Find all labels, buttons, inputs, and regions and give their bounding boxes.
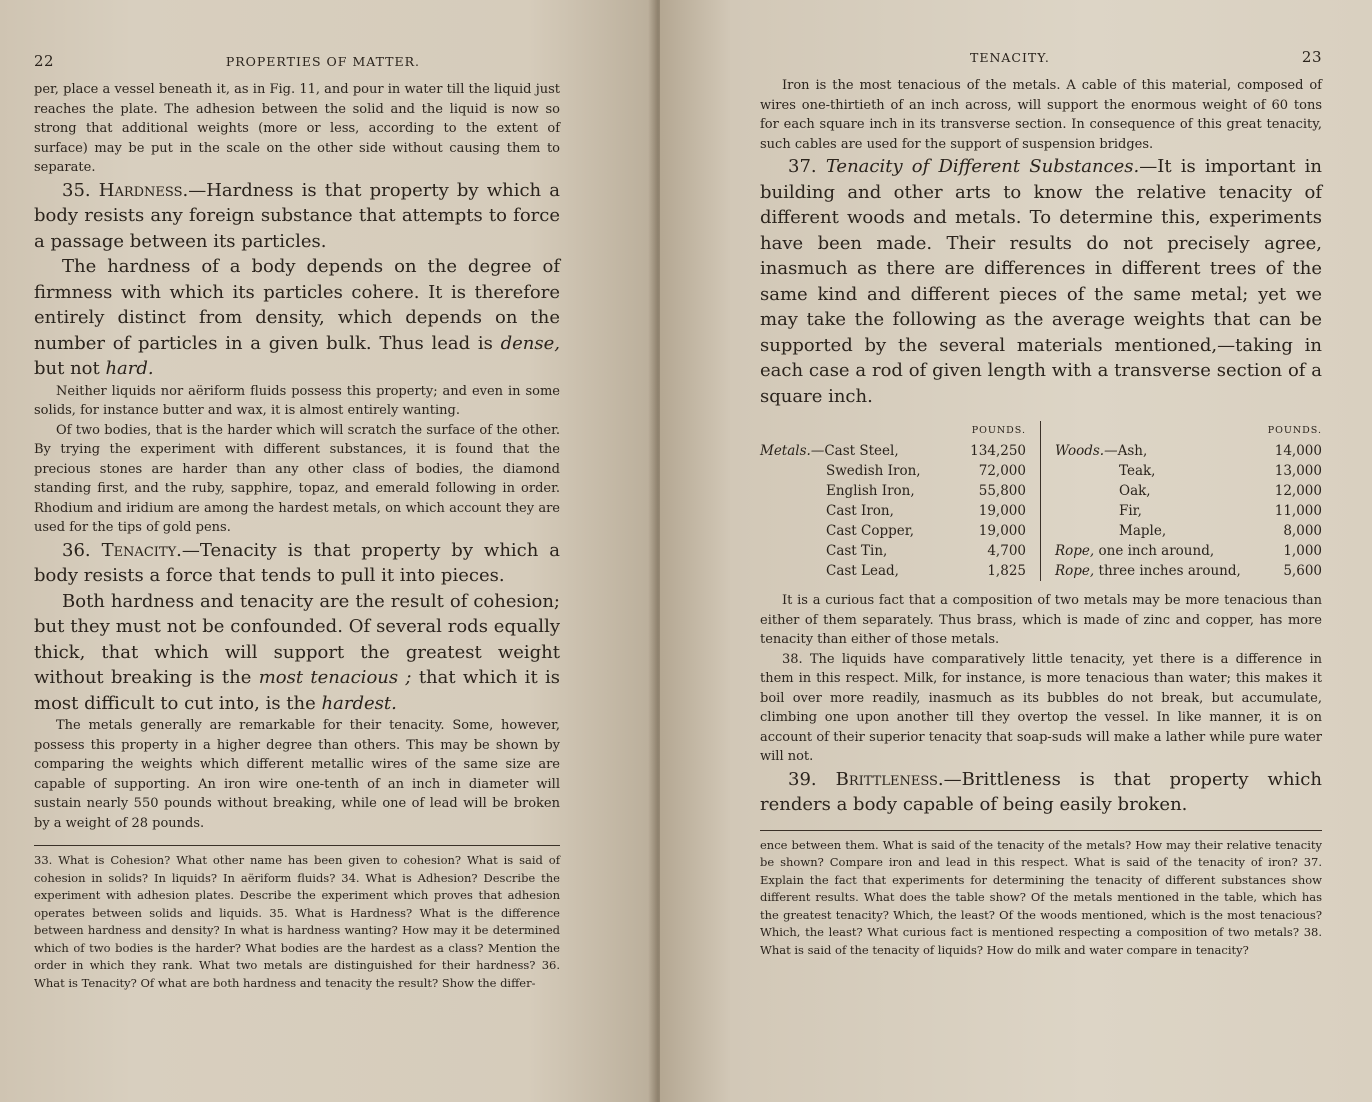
metal-row [760,461,1026,481]
metals-tenacity-paragraph: The metals generally are remarkable for their tenacity. Some, however, possess this property in a higher degree than others. This may be shown by comparing the weights which different metallic wires of the same size are capable of supporting. An iron wire one-tenth of an inch in diameter will sustain nearly 550 pounds without breaking, while one of lead will be broken by a weight of 28 pounds. [34,718,560,831]
hardest-emphasis: hardest. [321,692,397,714]
section-36-number: 36. [62,539,91,561]
adhesion-experiment-paragraph: per, place a vessel beneath it, as in Fig. 11, and pour in water till the liquid just reaches the plate. The adhesion between the solid and the liquid is now so strong that additional weights (more or less, according to the extent of surface) may be put in the scale on the other side without causing them to separate. [34,82,560,175]
metals-rows [760,441,1026,581]
section-39-number: 39. [788,768,817,790]
wood-name-text: Ash, [1117,443,1148,459]
woods-unit-header: POUNDS. [1267,425,1322,436]
liquids-hardness-paragraph: Neither liquids nor aëriform fluids possess this property; and even in some solids, for instance butter and wax, it is almost entirely wanting. [34,383,560,418]
wood-row [1055,521,1322,541]
metals-group-label: Metals.— [760,443,825,459]
metal-value: 19,000 [978,523,1026,539]
tenacious-emphasis: most tenacious ; [258,667,412,688]
metal-name [760,501,956,521]
woods-header-spacer [1055,421,1252,441]
wood-name-text: Oak, [1119,483,1151,499]
right-review-questions: ence between them. What is said of the tenacity of the metals? How may their relative tenacity be shown? Compare iron and lead in this respect. What is said of the tenacity of iron? 37. Explain the fact that experiments for determining the tenacity of different substances show different results. What does the table show? Of the metals mentioned in the table, which has the greatest tenacity? Which, the least? Of the woods mentioned, which is the most tenacious? Which, the least? What curious fact is mentioned respecting a composition of two metals? 38. What is said of the tenacity of liquids? How do milk and water compare in tenacity? [760,837,1322,957]
wood-name-text: Teak, [1119,463,1156,479]
section-37-text: —It is important in building and other arts to know the relative tenacity of different woods and metals. To determine this, experiments have been made. Their results do not precisely agree, inasmuch as there are differences in different trees of the same kind and different pieces of the same metal; yet we may take the following as the average weights that can be supported by the several materials mentioned,—taking in each case a rod of given length with a transverse section of a square inch. [760,156,1322,407]
metal-name-text: Cast Copper, [826,523,915,539]
metal-name [760,521,956,541]
hardness-tenacity-paragraph [34,589,560,717]
section-36-heading: Tenacity. [101,539,182,561]
metal-name-text: English Iron, [826,483,915,499]
rope-name-text: one inch around, [1098,543,1215,559]
alloy-tenacity-paragraph: It is a curious fact that a composition of two metals may be more tenacious than either of them separately. Thus brass, which is made of zinc and copper, has more tenacity than either of those metals. [760,593,1322,647]
section-39-definition: —Brittleness is that property which renders a body capable of being easily broken. [760,768,1322,815]
metal-name-text: Cast Tin, [826,543,888,559]
hardness-text-b: but not [34,358,100,379]
wood-name-text: Fir, [1119,503,1142,519]
metal-value: 72,000 [978,463,1026,479]
section-37-number: 37. [788,156,817,177]
metal-value: 134,250 [970,443,1026,459]
hardness-text-a: The hardness of a body depends on the degree of firmness with which its particles cohere. It is therefore entirely distinct from density, which depends on the number of particles in a given bulk. Thus lead is [34,256,560,354]
rope-value: 5,600 [1283,563,1322,579]
both-text-a: Both hardness and tenacity are the result of cohesion; but they must not be confounded. Of several rods equally thick, that which will support the greatest weight without breaking is the [34,590,560,688]
metal-row [760,501,1026,521]
wood-row [1055,441,1322,461]
rope-name [1055,561,1252,581]
section-39-brittleness [760,767,1322,818]
wood-value: 11,000 [1274,503,1322,519]
rope-row [1055,561,1322,581]
woods-group-label: Woods.— [1055,443,1118,459]
wood-name [1055,521,1252,541]
left-page-number: 22 [34,52,55,70]
metal-value: 1,825 [987,563,1026,579]
metal-value: 4,700 [987,543,1026,559]
metal-row [760,441,1026,461]
section-35-definition: —Hardness is that property by which a body resists any foreign substance that attempts to force a passage between its particles. [34,179,560,252]
right-questions-divider [760,830,1322,831]
metal-name-text: Swedish Iron, [826,463,921,479]
metal-name [760,461,956,481]
rope-name-text: three inches around, [1098,563,1241,579]
wood-name [1055,501,1252,521]
woods-header-row [1055,421,1322,441]
section-35-number: 35. [62,179,91,201]
woods-column [1041,421,1322,581]
left-running-head [34,52,560,70]
metals-header-spacer [760,421,956,441]
both-text-b: that which it is most difficult to cut into, is the [34,667,560,714]
iron-tenacity-paragraph: Iron is the most tenacious of the metals. A cable of this material, composed of wires one-thirtieth of an inch across, will support the enormous weight of 60 tons for each square inch in its transverse section. In consequence of this great tenacity, such cables are used for the support of suspension bridges. [760,78,1322,152]
section-38-liquids-paragraph: 38. The liquids have comparatively little tenacity, yet there is a difference in them in this respect. Milk, for instance, is more tenacious than water; this makes it boil over more readily, inasmuch as its bubbles do not break, but accumulate, climbing one upon another till they overtop the vessel. In like manner, it is on account of their superior tenacity that soap-suds will make a lather while pure water will not. [760,651,1322,764]
wood-value: 12,000 [1274,483,1322,499]
scratch-test-paragraph: Of two bodies, that is the harder which will scratch the surface of the other. By trying the experiment with different substances, it is found that the precious stones are harder than any other class of bodies, the diamond standing first, and the ruby, sapphire, topaz, and emerald following in order. Rhodium and iridium are among the hardest metals, on which account they are used for the tips of gold pens. [34,422,560,535]
wood-value: 13,000 [1274,463,1322,479]
tenacity-table [760,421,1322,581]
wood-name [1055,461,1252,481]
metal-row [760,541,1026,561]
section-36-tenacity [34,538,560,589]
wood-row [1055,461,1322,481]
metal-value: 55,800 [978,483,1026,499]
section-37-heading: Tenacity of Different Substances. [825,156,1140,177]
metal-name [760,561,956,581]
metals-header-row [760,421,1026,441]
left-running-title: PROPERTIES OF MATTER. [225,54,420,69]
wood-row [1055,481,1322,501]
metal-name-text: Cast Lead, [826,563,899,579]
metal-name [760,541,956,561]
metal-row [760,481,1026,501]
section-36-definition: —Tenacity is that property by which a body resists a force that tends to pull it into pieces. [34,539,560,586]
left-page [0,0,660,1102]
metals-column [760,421,1041,581]
dense-emphasis: dense, [500,332,560,354]
rope-row [1055,541,1322,561]
section-37-tenacity-substances [760,154,1322,409]
section-39-heading: Brittleness. [835,768,944,790]
hard-emphasis: hard. [105,358,154,379]
wood-value: 14,000 [1274,443,1322,459]
metal-name-text: Cast Steel, [824,443,899,459]
metal-name-text: Cast Iron, [826,503,894,519]
metal-name [760,441,956,461]
right-running-title: TENACITY. [970,50,1050,65]
rope-value: 1,000 [1283,543,1322,559]
metal-row [760,521,1026,541]
rope-label: Rope, [1055,543,1095,559]
wood-name-text: Maple, [1119,523,1167,539]
right-page-number: 23 [1301,48,1322,66]
hardness-depends-paragraph [34,254,560,382]
rope-name [1055,541,1252,561]
metals-unit-header: POUNDS. [971,425,1026,436]
metal-row [760,561,1026,581]
wood-name [1055,441,1252,461]
rope-label: Rope, [1055,563,1095,579]
woods-rows [1055,441,1322,581]
questions-divider [34,845,560,846]
metal-value: 19,000 [978,503,1026,519]
wood-row [1055,501,1322,521]
wood-name [1055,481,1252,501]
section-35-heading: Hardness. [98,179,189,201]
metal-name [760,481,956,501]
right-running-head [760,48,1322,66]
wood-value: 8,000 [1283,523,1322,539]
right-page [660,0,1372,1102]
left-review-questions: 33. What is Cohesion? What other name has been given to cohesion? What is said of cohesion in solids? In liquids? In aëriform fluids? 34. What is Adhesion? Describe the experiment with adhesion plates. Describe the experiment which proves that adhesion operates between solids and liquids. 35. What is Hardness? What is the difference between hardness and density? In what is hardness wanting? How may it be determined which of two bodies is the harder? What bodies are the hardest as a class? Mention the order in which they rank. What two metals are distinguished for their hardness? 36. What is Tenacity? Of what are both hardness and tenacity the result? Show the differ- [34,853,560,990]
section-35-hardness [34,178,560,255]
